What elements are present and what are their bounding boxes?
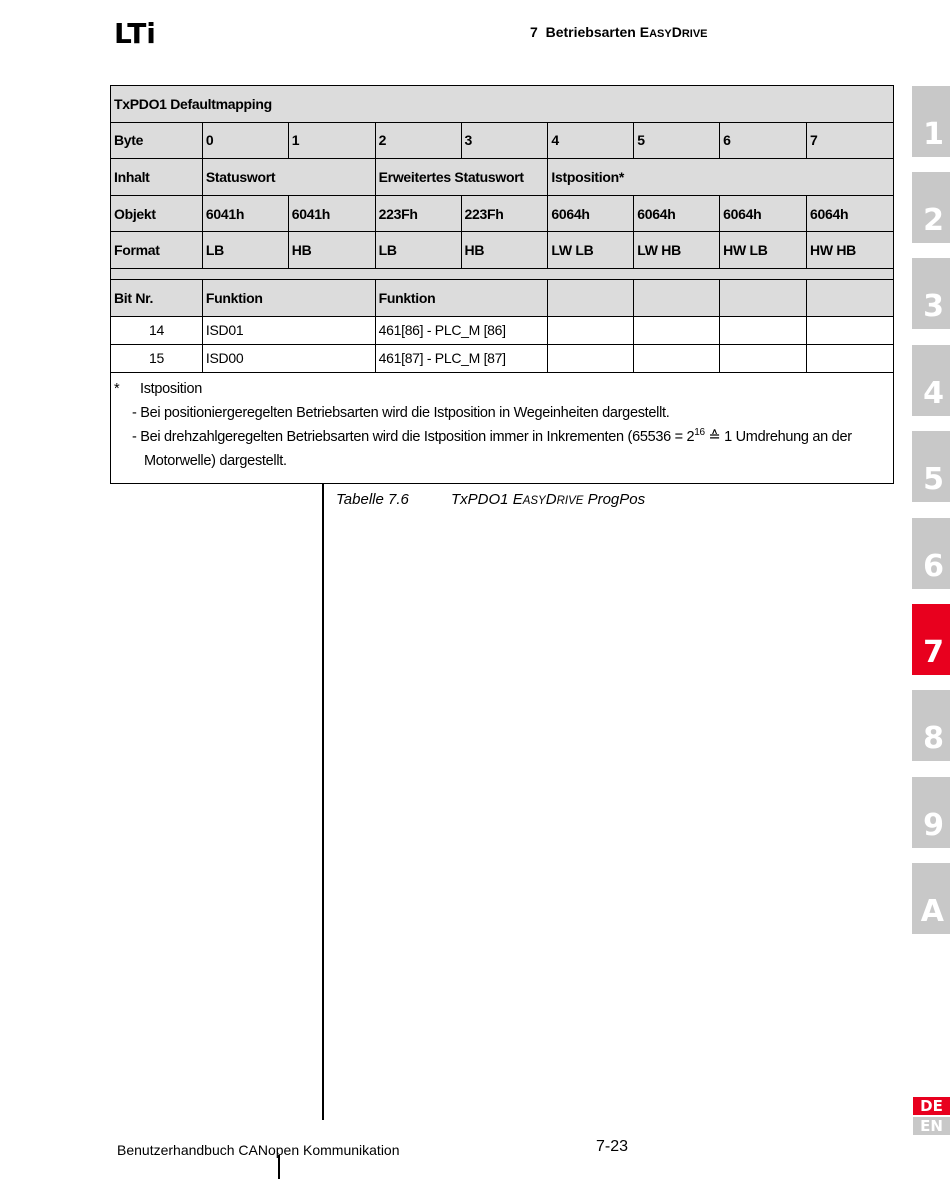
caption-number: Tabelle 7.6	[336, 491, 409, 508]
objekt-cell: 6064h	[720, 195, 807, 232]
bit-number: 15	[111, 344, 203, 372]
empty-cell	[548, 344, 634, 372]
bit-nr-header: Bit Nr.	[111, 279, 203, 316]
format-label: Format	[111, 232, 203, 269]
format-cell: HB	[461, 232, 548, 269]
inhalt-row	[111, 159, 894, 196]
byte-cell: 7	[807, 122, 894, 159]
chapter-tab-8[interactable]: 8	[912, 690, 950, 761]
format-cell: LB	[375, 232, 461, 269]
byte-cell: 1	[288, 122, 375, 159]
exponent: 16	[694, 426, 705, 438]
note-line-3: Motorwelle) dargestellt.	[144, 452, 287, 469]
byte-cell: 6	[720, 122, 807, 159]
empty-cell	[634, 316, 720, 344]
byte-cell: 0	[202, 122, 288, 159]
byte-label: Byte	[111, 122, 203, 159]
objekt-cell: 6041h	[202, 195, 288, 232]
margin-rule	[322, 484, 324, 1120]
byte-cell: 5	[634, 122, 720, 159]
byte-row	[111, 122, 894, 159]
note-title-line	[114, 377, 890, 401]
inhalt-label: Inhalt	[111, 159, 203, 196]
chapter-tab-7[interactable]: 7	[912, 604, 950, 675]
empty-header-cell	[807, 279, 894, 316]
table-caption: Tabelle 7.6 TxPDO1 EASYDRIVE ProgPos	[336, 491, 646, 508]
language-de[interactable]: DE	[913, 1097, 950, 1115]
objekt-cell: 6064h	[634, 195, 720, 232]
empty-header-cell	[548, 279, 634, 316]
footer-title: Benutzerhandbuch CANopen Kommunikation	[117, 1142, 400, 1158]
chapter-tab-2[interactable]: 2	[912, 172, 950, 243]
empty-cell	[720, 316, 807, 344]
chapter-title-brand: EASYDRIVE	[639, 24, 708, 40]
objekt-row	[111, 195, 894, 232]
format-cell: LW LB	[548, 232, 634, 269]
chapter-tab-9[interactable]: 9	[912, 777, 950, 848]
note-title: Istposition	[140, 380, 202, 397]
chapter-tab-6[interactable]: 6	[912, 518, 950, 589]
format-cell: HB	[288, 232, 375, 269]
table-row	[111, 344, 894, 372]
chapter-tab-5[interactable]: 5	[912, 431, 950, 502]
note-row	[111, 372, 894, 483]
objekt-cell: 223Fh	[461, 195, 548, 232]
byte-cell: 2	[375, 122, 461, 159]
objekt-cell: 6064h	[548, 195, 634, 232]
chapter-tab-a[interactable]: A	[912, 863, 950, 934]
byte-cell: 4	[548, 122, 634, 159]
empty-cell	[807, 344, 894, 372]
chapter-tab-3[interactable]: 3	[912, 258, 950, 329]
byte-cell: 3	[461, 122, 548, 159]
objekt-cell: 223Fh	[375, 195, 461, 232]
table-row	[111, 316, 894, 344]
lti-logo: LTi	[114, 17, 156, 50]
inhalt-cell: Erweitertes Statuswort	[375, 159, 548, 196]
chapter-tab-1[interactable]: 1	[912, 86, 950, 157]
funktion-header: Funktion	[375, 279, 548, 316]
chapter-number: 7	[530, 24, 538, 40]
format-row	[111, 232, 894, 269]
objekt-cell: 6041h	[288, 195, 375, 232]
empty-cell	[807, 316, 894, 344]
format-cell: HW LB	[720, 232, 807, 269]
empty-header-cell	[634, 279, 720, 316]
bit-function-value: 461[87] - PLC_M [87]	[375, 344, 548, 372]
table-title: TxPDO1 Defaultmapping	[111, 86, 894, 123]
inhalt-cell: Istposition*	[548, 159, 894, 196]
note-line-2: - Bei drehzahlgeregelten Betriebsarten wird die Istposition immer in Inkrementen ($65536 = 2^{16}$ ≙ 1 Umdrehung an der	[132, 426, 852, 445]
bit-function-name: ISD00	[202, 344, 375, 372]
funktion-header: Funktion	[202, 279, 375, 316]
objekt-label: Objekt	[111, 195, 203, 232]
note-star: *	[114, 380, 120, 397]
separator-cell	[111, 268, 894, 279]
format-cell: HW HB	[807, 232, 894, 269]
inhalt-cell: Statuswort	[202, 159, 375, 196]
bit-function-value: 461[86] - PLC_M [86]	[375, 316, 548, 344]
empty-cell	[634, 344, 720, 372]
language-en[interactable]: EN	[913, 1117, 950, 1135]
table-title-row	[111, 86, 894, 123]
empty-cell	[548, 316, 634, 344]
page-number: 7-23	[596, 1138, 629, 1155]
note-line-1: - Bei positioniergeregelten Betriebsarten wird die Istposition in Wegeinheiten dargestellt.	[132, 404, 670, 421]
chapter-tab-4[interactable]: 4	[912, 345, 950, 416]
format-cell: LB	[202, 232, 288, 269]
bit-function-name: ISD01	[202, 316, 375, 344]
bit-number: 14	[111, 316, 203, 344]
txpdo1-mapping-table	[110, 85, 894, 484]
bit-header-row	[111, 279, 894, 316]
footer-rule	[278, 1155, 280, 1179]
empty-cell	[720, 344, 807, 372]
empty-header-cell	[720, 279, 807, 316]
corresponds-symbol: ≙	[708, 428, 721, 445]
chapter-header	[530, 24, 708, 40]
objekt-cell: 6064h	[807, 195, 894, 232]
chapter-title-prefix: Betriebsarten	[545, 24, 640, 40]
format-cell: LW HB	[634, 232, 720, 269]
istposition-note	[111, 372, 894, 483]
separator-row	[111, 268, 894, 279]
